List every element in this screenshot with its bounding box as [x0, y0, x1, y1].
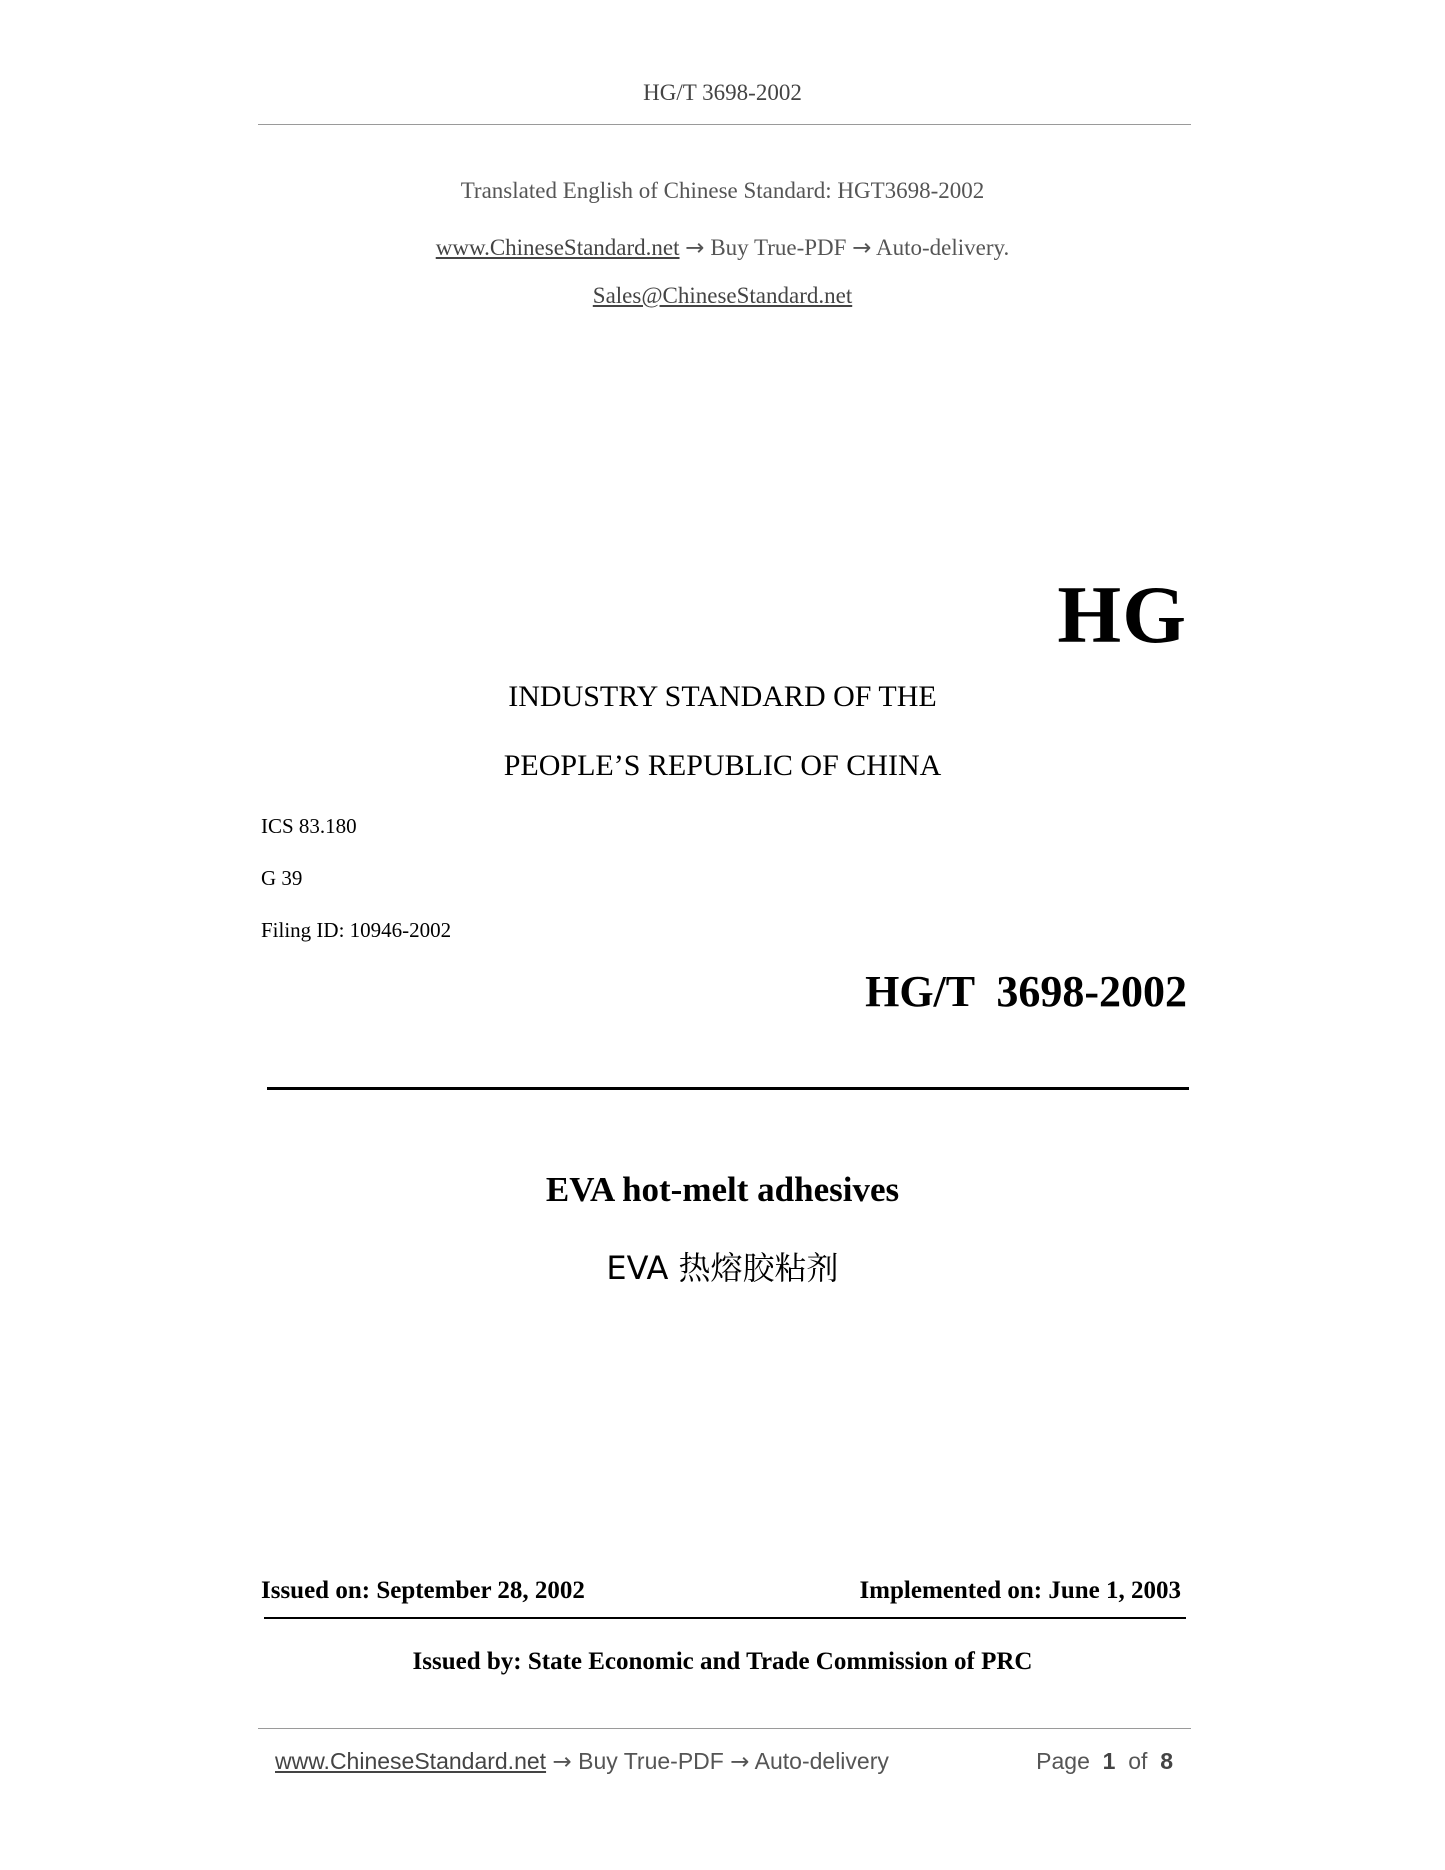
website-link[interactable]: www.ChineseStandard.net [435, 235, 680, 260]
footer-website-link[interactable]: www.ChineseStandard.net [275, 1748, 547, 1774]
hg-logo: HG [1057, 569, 1187, 660]
of-label: of [1128, 1748, 1148, 1774]
header-divider [258, 124, 1191, 125]
ics-code: ICS 83.180 [261, 814, 357, 838]
sales-line [0, 283, 1445, 309]
footer-buy-text: Buy True-PDF [578, 1748, 724, 1774]
sales-email-link[interactable]: Sales@ChineseStandard.net [592, 283, 853, 308]
footer-delivery-text: Auto-delivery [754, 1748, 889, 1774]
dates-divider [264, 1617, 1186, 1619]
standard-heading-line2: PEOPLE’S REPUBLIC OF CHINA [503, 749, 942, 782]
arrow-right-icon: → [552, 1749, 572, 1775]
page-number: 1 [1102, 1748, 1116, 1774]
standard-heading-line1: INDUSTRY STANDARD OF THE [508, 680, 937, 713]
issuing-authority: Issued by: State Economic and Trade Commission of PRC [412, 1648, 1033, 1675]
auto-delivery-text: Auto-delivery. [875, 235, 1010, 260]
arrow-right-icon: → [730, 1749, 750, 1775]
issued-date: Issued on: September 28, 2002 [261, 1577, 585, 1604]
purchase-line [0, 235, 1445, 261]
arrow-right-icon: → [852, 235, 872, 261]
page-label: Page [1036, 1748, 1090, 1774]
g-code: G 39 [261, 866, 303, 890]
filing-id: Filing ID: 10946-2002 [261, 918, 452, 942]
footer-divider [258, 1728, 1191, 1729]
title-divider [267, 1087, 1189, 1090]
footer-purchase-line [275, 1748, 889, 1775]
running-head: HG/T 3698-2002 [643, 80, 802, 105]
page-total: 8 [1160, 1748, 1173, 1774]
standard-number: HG/T 3698-2002 [865, 967, 1187, 1016]
arrow-right-icon: → [685, 235, 705, 261]
buy-pdf-text: Buy True-PDF [710, 235, 847, 260]
implemented-date: Implemented on: June 1, 2003 [859, 1577, 1181, 1604]
translation-notice: Translated English of Chinese Standard: HGT3698-2002 [460, 178, 985, 203]
page-indicator [1036, 1748, 1173, 1775]
chinese-title: EVA 热熔胶粘剂 [606, 1249, 839, 1287]
english-title: EVA hot-melt adhesives [545, 1170, 900, 1209]
